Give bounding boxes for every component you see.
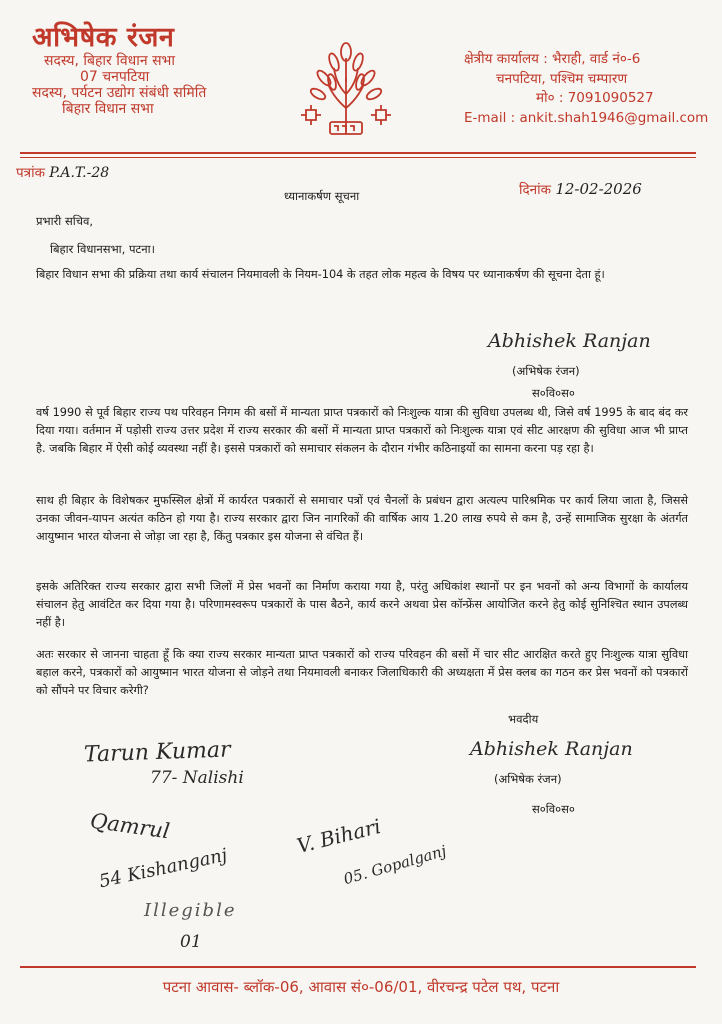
signer-name-2: (अभिषेक रंजन) <box>494 772 562 786</box>
reference-value: P.A.T.-28 <box>49 165 110 181</box>
mobile-number: मो० : 7091090527 <box>536 90 654 107</box>
email-address: E-mail : ankit.shah1946@gmail.com <box>464 109 709 126</box>
cosigner-4-constituency: 01 <box>180 932 202 952</box>
cosigner-1-constituency: 77- Nalishi <box>150 768 244 788</box>
body-paragraph-3: इसके अतिरिक्त राज्य सरकार द्वारा सभी जिलों में प्रेस भवनों का निर्माण कराया गया है, परंतु अधिकांश स्थानों पर इन भवनों को अन्य विभागों के कार्यालय संचालन हेतु आवंटित कर दिया गया है। परिणामस्वरूप पत्रकारों के पास बैठने, कार्य करने अथवा प्रेस कॉन्फ्रेंस आयोजित करने हेतु कोई सुनिश्चित स्थान उपलब्ध नहीं है। <box>36 580 688 629</box>
assembly-name: बिहार विधान सभा <box>62 101 154 118</box>
date-label: दिनांक <box>519 182 552 198</box>
office-address: चनपटिया, पश्चिम चम्पारण <box>496 70 628 87</box>
constituency: 07 चनपटिया <box>80 69 150 86</box>
signer-title-1: स०वि०स० <box>532 386 575 400</box>
cosigner-2-constituency: 54 Kishanganj <box>97 844 230 893</box>
letterhead-left <box>32 22 206 117</box>
signature-mla-2: Abhishek Ranjan <box>470 738 633 760</box>
signer-name-1: (अभिषेक रंजन) <box>512 364 580 378</box>
header-divider-bottom <box>20 157 696 158</box>
cosigner-4-signature: Illegible <box>144 900 237 921</box>
reference-number <box>16 163 109 181</box>
header-divider-top <box>20 152 696 154</box>
closing-word: भवदीय <box>508 712 539 726</box>
cosigner-1-signature: Tarun Kumar <box>83 737 231 768</box>
cosigner-3-signature: V. Bihari <box>294 814 384 858</box>
date-value: 12-02-2026 <box>555 180 642 198</box>
intro-paragraph: बिहार विधान सभा की प्रक्रिया तथा कार्य संचालन नियमावली के नियम-104 के तहत लोक महत्व के विषय पर ध्यानाकर्षण की सूचना देता हूं। <box>36 268 605 281</box>
member-name: अभिषेक रंजन <box>32 22 175 53</box>
tree-emblem <box>298 38 394 142</box>
subject-heading: ध्यानाकर्षण सूचना <box>284 189 360 203</box>
reference-label: पत्रांक <box>16 165 45 181</box>
regional-office: क्षेत्रीय कार्यालय : भैराही, वार्ड नं०-6 <box>464 51 641 67</box>
committee-membership: सदस्य, पर्यटन उद्योग संबंधी समिति <box>32 85 207 102</box>
body-paragraph-4: अतः सरकार से जानना चाहता हूँ कि क्या राज्य सरकार मान्यता प्राप्त पत्रकारों को राज्य परिवहन की बसों में चार सीट आरक्षित करते हुए निःशुल्क यात्रा सुविधा बहाल करने, पत्रकारों को आयुष्मान भारत योजना से जोड़ने तथा नियमावली बनाकर जिलाधिकारी की अध्यक्षता में प्रेस क्लब का गठन कर प्रेस भवनों को पत्रकारों को सौंपने पर विचार करेगी? <box>36 648 688 697</box>
letter-date <box>519 180 642 198</box>
cosigner-3-constituency: 05. Gopalganj <box>341 841 449 889</box>
body-paragraph-2: साथ ही बिहार के विशेषकर मुफस्सिल क्षेत्रों में कार्यरत पत्रकारों से समाचार पत्रों एवं चैनलों के प्रबंधन द्वारा अत्यल्प पारिश्रमिक पर कार्य लिया जाता है, जिससे उनका जीवन-यापन अत्यंत कठिन हो गया है। राज्य सरकार द्वारा जिन नागरिकों की वार्षिक आय 1.20 लाख रुपये से कम है, उन्हें सामाजिक सुरक्षा के अंतर्गत आयुष्मान भारत योजना से जोड़ा जा रहा है, किंतु पत्रकार इस योजना से वंचित हैं। <box>36 494 688 543</box>
patna-residence-address: पटना आवास- ब्लॉक-06, आवास सं०-06/01, वीरचन्द्र पटेल पथ, पटना <box>162 978 560 996</box>
signature-mla-1: Abhishek Ranjan <box>488 330 651 352</box>
member-designation: सदस्य, बिहार विधान सभा <box>44 53 176 70</box>
addressee-office: बिहार विधानसभा, पटना। <box>50 242 155 256</box>
body-paragraph-1: वर्ष 1990 से पूर्व बिहार राज्य पथ परिवहन निगम की बसों में मान्यता प्राप्त पत्रकारों को निःशुल्क यात्रा की सुविधा उपलब्ध थी, जिसे वर्ष 1995 के बाद बंद कर दिया गया। वर्तमान में पड़ोसी राज्य उत्तर प्रदेश में राज्य सरकार की बसों में मान्यता प्राप्त पत्रकारों को निःशुल्क यात्रा एवं सीट आरक्षण की सुविधा आज भी प्राप्त है. जबकि बिहार में ऐसी कोई व्यवस्था नहीं है। इससे पत्रकारों को समाचार संकलन के दौरान गंभीर कठिनाइयों का सामना करना पड़ रहा है। <box>36 406 688 455</box>
addressee-title: प्रभारी सचिव, <box>36 214 94 228</box>
signer-title-2: स०वि०स० <box>532 802 575 816</box>
letterhead-right <box>464 50 708 128</box>
cosigner-2-signature: Qamrul <box>88 808 172 844</box>
footer-divider <box>20 966 696 968</box>
